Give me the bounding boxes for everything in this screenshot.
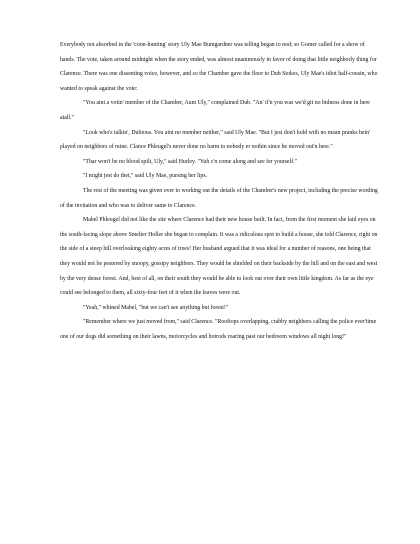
paragraph-4: "Thar won't be no blood spilt, Uly," said Hurley. "Yuh c'n come along and see fer yourself." [83, 158, 298, 165]
paragraph-5: "I might jest do thet," said Uly Mae, pursing her lips. [83, 173, 208, 180]
document-page [60, 38, 380, 344]
paragraph-7: Mabel Phleugel did not like the site where Clarence had their new house built. In fact, from the first moment she laid eyes on the south-facing slope above Smelter Holler she began to complain. It was a ridiculous spot to build a house, she told Clarence, right on the side of a steep hill overlooking eighty acres of trees! Her husband argued that it was ideal for a number of reasons, one being that they would not be pestered by snoopy, gossipy neighbors. They would be shielded on their backside by the hill and on the east and west by the very dense forest. And, best of all, on their south they would be able to look out over their own little kingdom. As far as the eye could see belonged to them, all sixty-four feet of it when the leaves were out. [60, 217, 378, 297]
paragraph-8: "Yeah," whined Mabel, "but we can't see anything but forest!" [83, 304, 229, 311]
paragraph-1: Everybody not absorbed in the 'coon-hunting' story Uly Mae Bumgardner was telling began to nod; so Gomer called for a show of hands. The vote, taken around midnight when the story ended, was almost unanimously in favor of doing that little neighborly thing for Clarence. There was one dissenting voice, however, and so the Chamber gave the floor to Dub Stokes, Uly Mae's idiot half-cousin, who wanted to speak against the vote: [60, 42, 378, 92]
paragraph-6: The rest of the meeting was given over to working out the details of the Chamber's new project, including the precise wording of the invitation and who was to deliver same to Clarence. [60, 187, 378, 209]
paragraph-2: "You aint a votin' member of the Chamber, Aunt Uly," complained Dub. "An' if'n you was we'd git no bidness done in here atall." [60, 100, 370, 121]
paragraph-9: "Remember where we just moved from," said Clarence. "Rooftops overlapping, crabby neighbors calling the police ever'time one of our dogs did something on their lawns, motorcycles and hotrods roaring past our bedroom windows all night long!" [60, 319, 377, 340]
paragraph-3: "Look who's talkin', Dubious. You aint no member neither," said Uly Mae. "But I jest don't hold with no mean pranks bein' played on neighbors of mine. Clance Phleugel's never done no harm to nobody er nothin since he moved out'n here." [60, 129, 371, 151]
